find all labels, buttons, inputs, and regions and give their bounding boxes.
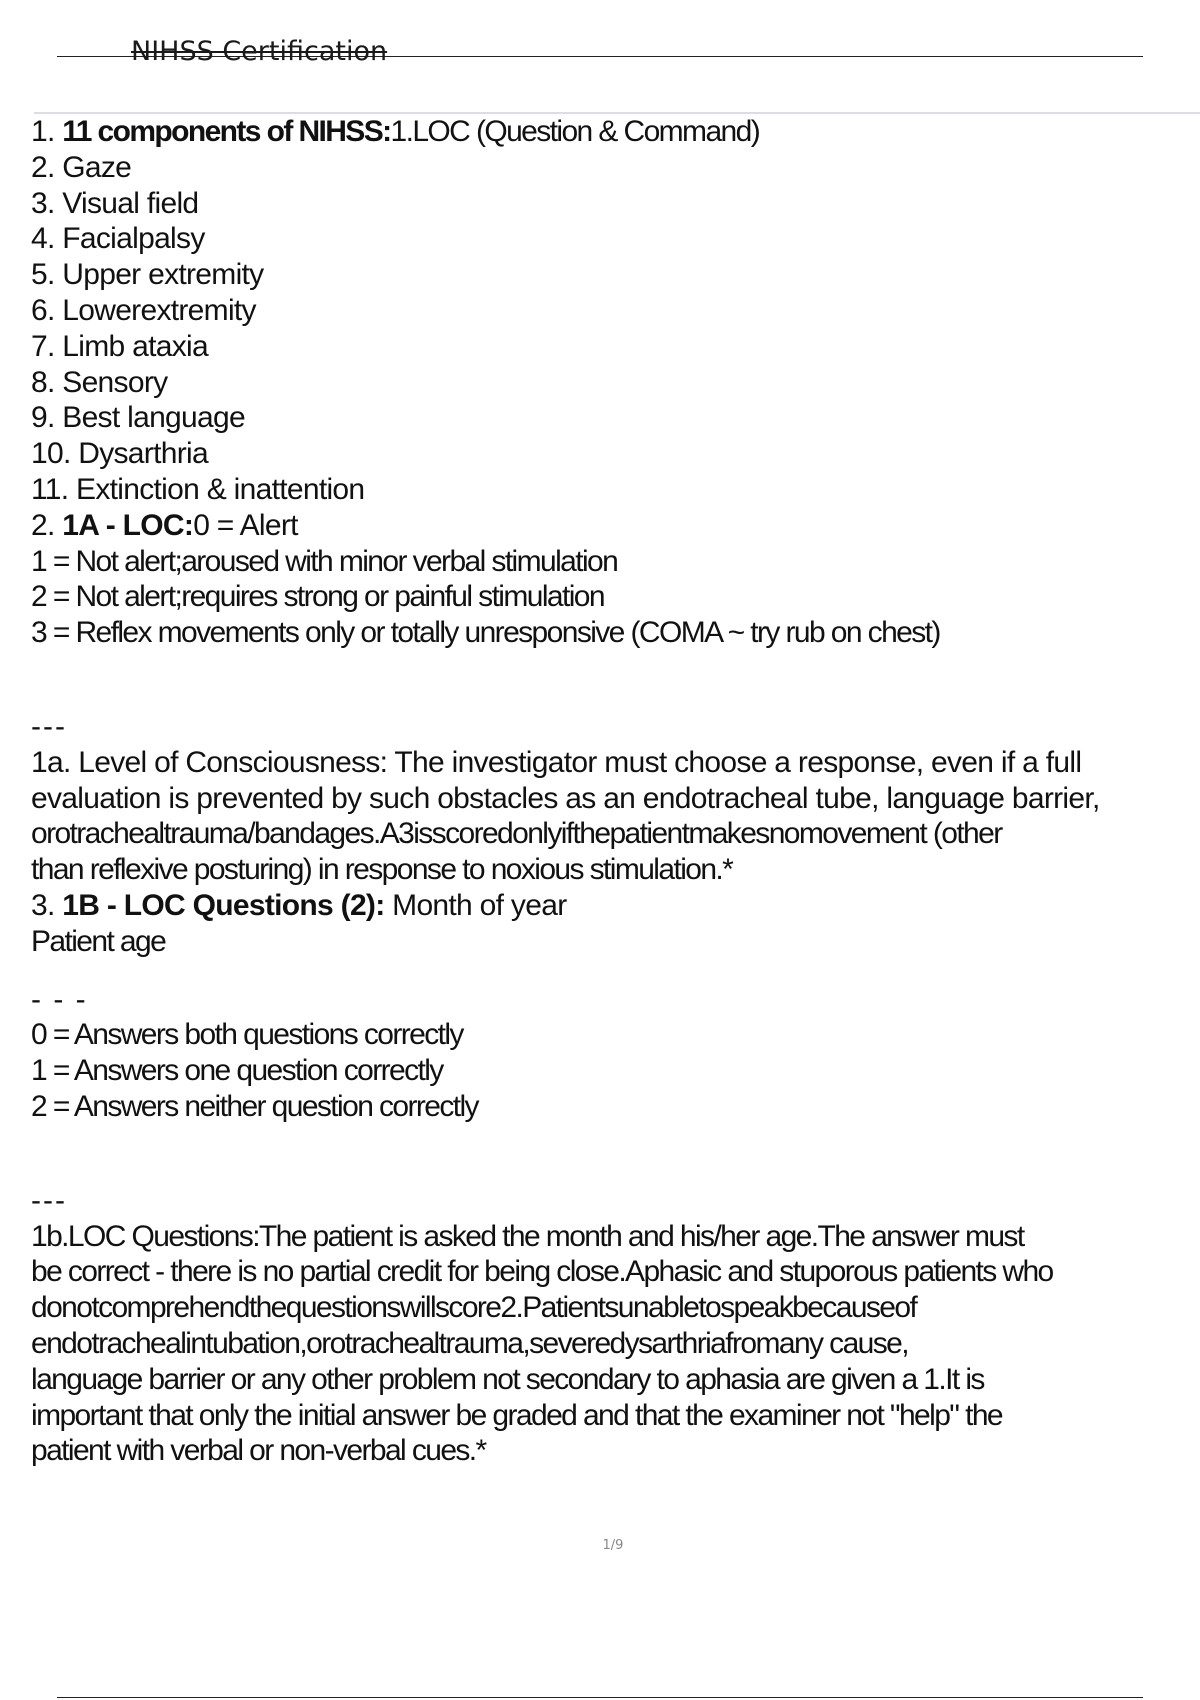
separator: - - - [31,982,88,1016]
q2-first-item: 0 = Alert [193,508,298,542]
list-item: 5. Upper extremity [31,258,264,292]
document-body [31,114,1200,1469]
explanation-line: evaluation is prevented by such obstacles as an endotracheal tube, language barrier, [31,781,1100,815]
list-item: 9. Best language [31,401,245,435]
explanation-line: 1b.LOC Questions:The patient is asked the month and his/her age.The answer must [31,1219,1024,1253]
explanation-line: be correct - there is no partial credit for being close.Aphasic and stuporous patients who [31,1255,1053,1289]
q1-heading-line [31,114,1200,150]
separator: --- [31,709,67,743]
list-item: 7. Limb ataxia [31,329,208,363]
list-item: 2. Gaze [31,150,132,184]
separator: --- [31,1183,67,1217]
score-item: 1 = Answers one question correctly [31,1054,443,1088]
q2-heading-line [31,508,1200,544]
score-item: 2 = Not alert;requires strong or painful stimulation [31,580,604,614]
explanation-line: donotcomprehendthequestionswillscore2.Patientsunabletospeakbecauseof [31,1291,917,1325]
q3-term: 1B - LOC Questions (2): [62,888,385,922]
explanation-line: than reflexive posturing) in response to noxious stimulation.* [31,853,733,887]
list-item: 4. Facialpalsy [31,222,205,256]
list-item: 6. Lowerextremity [31,293,256,327]
list-item: 8. Sensory [31,365,168,399]
q1-first-item: 1.LOC (Question & Command) [390,115,760,148]
explanation-line: important that only the initial answer be graded and that the examiner not "help" the [31,1398,1002,1432]
score-item: 3 = Reflex movements only or totally unresponsive (COMA ~ try rub on chest) [31,616,940,650]
explanation-line: language barrier or any other problem not secondary to aphasia are given a 1.It is [31,1362,984,1396]
explanation-line: endotrachealintubation,orotrachealtrauma,severedysarthriafromany cause, [31,1326,908,1360]
q3-heading-line [31,888,1200,924]
page-header [57,30,1143,66]
list-item: 10. Dysarthria [31,437,208,471]
q3-first-item: Month of year [384,888,567,922]
list-item: 3. Visual field [31,186,199,220]
page-number: 1/9 [602,1538,624,1553]
score-item: 0 = Answers both questions correctly [31,1018,463,1052]
q1-number: 1. [31,115,63,148]
q3-number: 3. [31,888,63,922]
list-item: 11. Extinction & inattention [31,472,365,506]
explanation-line: patient with verbal or non-verbal cues.* [31,1434,486,1468]
score-item: 2 = Answers neither question correctly [31,1089,478,1123]
list-item: Patient age [31,924,166,958]
q2-term: 1A - LOC: [62,508,194,542]
q2-number: 2. [31,508,63,542]
explanation-line: orotrachealtrauma/bandages.A3isscoredonlyifthepatientmakesnomovement (other [31,817,1002,851]
document-title: NIHSS Certification [131,36,388,67]
score-item: 1 = Not alert;aroused with minor verbal stimulation [31,544,618,578]
footer-rule [57,1697,1143,1698]
q1-term: 11 components of NIHSS: [62,115,391,148]
explanation-line: 1a. Level of Consciousness: The investigator must choose a response, even if a full [31,745,1082,779]
